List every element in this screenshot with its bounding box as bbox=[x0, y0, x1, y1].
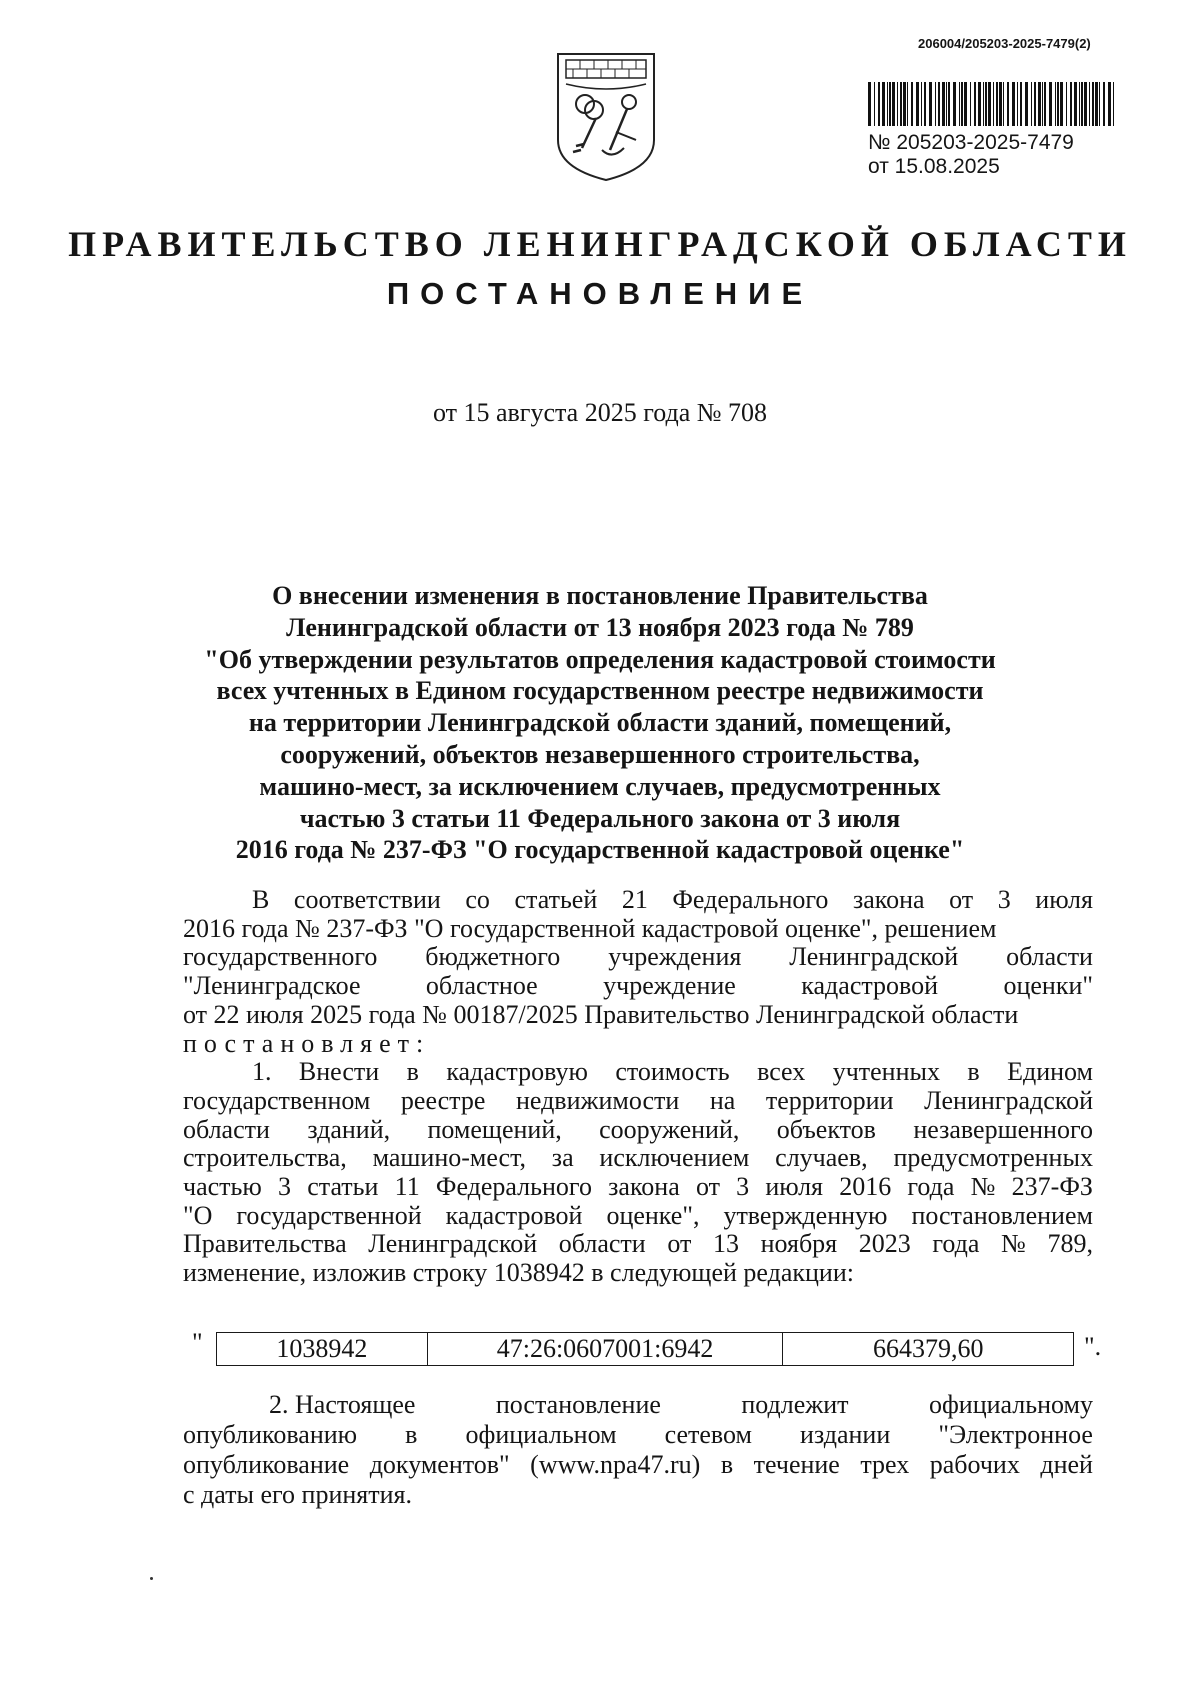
word: 13 bbox=[712, 1229, 739, 1259]
title-line: 2016 года № 237-ФЗ "О государственной кадастровой оценке" bbox=[235, 835, 965, 865]
cadastral-number-cell: 47:26:0607001:6942 bbox=[427, 1333, 783, 1366]
word: от bbox=[667, 1229, 692, 1259]
clause-1-line bbox=[183, 1087, 1093, 1116]
word: 3 bbox=[278, 1172, 292, 1202]
word: 789, bbox=[1047, 1229, 1093, 1259]
word: сооружений, bbox=[599, 1114, 740, 1144]
word: случаев, bbox=[775, 1143, 868, 1173]
clause-2-line bbox=[183, 1420, 1093, 1450]
preamble-line bbox=[183, 943, 1093, 972]
word: Едином bbox=[1007, 1057, 1093, 1087]
word: Ленинградской bbox=[924, 1085, 1093, 1115]
preamble-line bbox=[183, 972, 1093, 1001]
word: подлежит bbox=[741, 1390, 849, 1419]
word: официальному bbox=[928, 1390, 1093, 1419]
clause-1-line bbox=[183, 1173, 1093, 1202]
title-line: частью 3 статьи 11 Федерального закона от 3 июля bbox=[299, 803, 901, 833]
word: постановление bbox=[495, 1390, 661, 1419]
word: области bbox=[183, 1114, 270, 1144]
clause-2-line bbox=[183, 1390, 1093, 1420]
title-line: на территории Ленинградской области зданий, помещений, bbox=[248, 708, 952, 738]
clause-1-line bbox=[183, 1144, 1093, 1173]
word: 237-ФЗ bbox=[1011, 1172, 1093, 1202]
word: (www.npa47.ru) bbox=[530, 1450, 701, 1479]
word: "Электронное bbox=[938, 1420, 1093, 1449]
word: за bbox=[551, 1143, 574, 1173]
word: года bbox=[932, 1229, 980, 1259]
word: учреждения bbox=[608, 942, 742, 972]
word: оценки" bbox=[1003, 971, 1093, 1001]
word: в bbox=[405, 1420, 418, 1449]
word: сетевом bbox=[664, 1420, 752, 1449]
word: закона bbox=[853, 885, 925, 914]
word: учреждение bbox=[603, 971, 736, 1001]
word: Федерального bbox=[672, 885, 829, 914]
word: июля bbox=[1035, 885, 1093, 914]
clause-2-line: с даты его принятия. bbox=[183, 1480, 412, 1509]
scan-dot bbox=[150, 1577, 153, 1580]
word: от bbox=[695, 1172, 720, 1202]
barcode-icon bbox=[868, 82, 1116, 126]
word: в bbox=[720, 1450, 734, 1479]
word: машино-мест, bbox=[372, 1143, 526, 1173]
resolution-title bbox=[180, 580, 1020, 866]
word: 2023 bbox=[858, 1229, 911, 1259]
table-row bbox=[217, 1333, 1074, 1366]
word: трех bbox=[860, 1450, 910, 1479]
coat-of-arms-icon bbox=[552, 48, 660, 184]
word: незавершенного bbox=[913, 1114, 1093, 1144]
word: частью bbox=[183, 1172, 262, 1202]
word: предусмотренных bbox=[893, 1143, 1093, 1173]
decree-word: постановляет: bbox=[183, 1028, 431, 1058]
word: государственного bbox=[183, 942, 378, 972]
word: объектов bbox=[776, 1114, 876, 1144]
amendment-table bbox=[216, 1332, 1074, 1366]
word: на bbox=[709, 1085, 736, 1115]
word: закона bbox=[608, 1172, 680, 1202]
title-line: всех учтенных в Едином государственном реестре недвижимости bbox=[216, 676, 984, 706]
word: помещений, bbox=[427, 1114, 562, 1144]
word: 3 bbox=[736, 1172, 750, 1202]
word: 2016 bbox=[839, 1172, 892, 1202]
word: № bbox=[1001, 1229, 1026, 1259]
document-type: ПОСТАНОВЛЕНИЕ bbox=[386, 276, 814, 311]
word: рабочих bbox=[929, 1450, 1020, 1479]
word: "Ленинградское bbox=[183, 971, 361, 1001]
closing-quote: ". bbox=[1084, 1332, 1102, 1361]
clause-2 bbox=[183, 1390, 1093, 1510]
word: документов" bbox=[369, 1450, 510, 1479]
word: бюджетного bbox=[425, 942, 561, 972]
organization-title: ПРАВИТЕЛЬСТВО ЛЕНИНГРАДСКОЙ ОБЛАСТИ bbox=[68, 224, 1132, 264]
amendment-row bbox=[0, 1328, 1200, 1366]
opening-quote: " bbox=[192, 1328, 203, 1357]
word: официальном bbox=[465, 1420, 617, 1449]
word: 2. Настоящее bbox=[269, 1390, 416, 1419]
word: областное bbox=[425, 971, 538, 1001]
word: всех bbox=[757, 1057, 806, 1087]
word: зданий, bbox=[307, 1114, 391, 1144]
word: статьи bbox=[307, 1172, 379, 1202]
word: статьей bbox=[514, 885, 598, 914]
word: постановлением bbox=[911, 1200, 1093, 1230]
word: кадастровой bbox=[801, 971, 939, 1001]
word: оценке", bbox=[606, 1200, 700, 1230]
row-number-cell: 1038942 bbox=[217, 1333, 428, 1366]
title-line: Ленинградской области от 13 ноября 2023 года № 789 bbox=[286, 612, 914, 642]
title-line: машино-мест, за исключением случаев, предусмотренных bbox=[259, 771, 941, 801]
word: кадастровой bbox=[445, 1200, 583, 1230]
word: Ленинградской bbox=[789, 942, 959, 972]
registration-date: от 15.08.2025 bbox=[868, 155, 1000, 178]
word: 3 bbox=[997, 885, 1011, 914]
word: опубликованию bbox=[183, 1420, 358, 1449]
preamble-and-clause-1 bbox=[183, 886, 1093, 1288]
cadastral-value-cell: 664379,60 bbox=[783, 1333, 1074, 1366]
clause-1-line bbox=[183, 1116, 1093, 1145]
clause-1-line bbox=[183, 1202, 1093, 1231]
word: № bbox=[970, 1172, 996, 1202]
preamble-line: 2016 года № 237-ФЗ "О государственной кадастровой оценке", решением bbox=[183, 913, 997, 943]
clause-1-line bbox=[183, 1230, 1093, 1259]
title-line: "Об утверждении результатов определения кадастровой стоимости bbox=[204, 644, 996, 674]
registration-number: № 205203-2025-7479 bbox=[868, 131, 1074, 154]
clause-1-line bbox=[183, 1058, 1093, 1087]
word: строительства, bbox=[183, 1143, 347, 1173]
word: в bbox=[406, 1057, 419, 1087]
word: 21 bbox=[621, 885, 648, 914]
word: дней bbox=[1040, 1450, 1093, 1479]
word: "О bbox=[183, 1200, 213, 1230]
document-date: от 15 августа 2025 года № 708 bbox=[432, 398, 768, 427]
word: кадастровую bbox=[446, 1057, 588, 1087]
title-line: сооружений, объектов незавершенного строительства, bbox=[280, 739, 920, 769]
title-line: О внесении изменения в постановление Правительства bbox=[272, 581, 928, 610]
word: течение bbox=[753, 1450, 840, 1479]
clause-2-line bbox=[183, 1450, 1093, 1480]
word: в bbox=[967, 1057, 980, 1087]
word: ноября bbox=[760, 1229, 838, 1259]
word: Внести bbox=[298, 1057, 380, 1087]
word: Правительства bbox=[183, 1229, 347, 1259]
word: недвижимости bbox=[515, 1085, 680, 1115]
word: издании bbox=[800, 1420, 891, 1449]
word: 1. bbox=[252, 1057, 272, 1087]
word: июля bbox=[765, 1172, 823, 1202]
word: от bbox=[949, 885, 974, 914]
word: реестре bbox=[400, 1085, 486, 1115]
word: Ленинградской bbox=[368, 1229, 538, 1259]
word: территории bbox=[765, 1085, 894, 1115]
word: области bbox=[558, 1229, 646, 1259]
word: со bbox=[465, 885, 490, 914]
word: государственной bbox=[236, 1200, 422, 1230]
preamble-line bbox=[183, 886, 1093, 915]
word: области bbox=[1006, 942, 1093, 972]
word: исключением bbox=[599, 1143, 750, 1173]
word: учтенных bbox=[832, 1057, 940, 1087]
word: Федерального bbox=[435, 1172, 592, 1202]
word: государственном bbox=[183, 1085, 371, 1115]
word: утвержденную bbox=[723, 1200, 888, 1230]
word: года bbox=[907, 1172, 955, 1202]
word: соответствии bbox=[293, 885, 441, 914]
word: опубликование bbox=[183, 1450, 350, 1479]
word: 11 bbox=[394, 1172, 420, 1202]
preamble-line: от 22 июля 2025 года № 00187/2025 Правительство Ленинградской области bbox=[183, 999, 1019, 1029]
registration-code: 206004/205203-2025-7479(2) bbox=[918, 36, 1091, 51]
clause-1-line: изменение, изложив строку 1038942 в следующей редакции: bbox=[183, 1258, 854, 1288]
word: В bbox=[252, 885, 270, 914]
word: стоимость bbox=[615, 1057, 730, 1087]
